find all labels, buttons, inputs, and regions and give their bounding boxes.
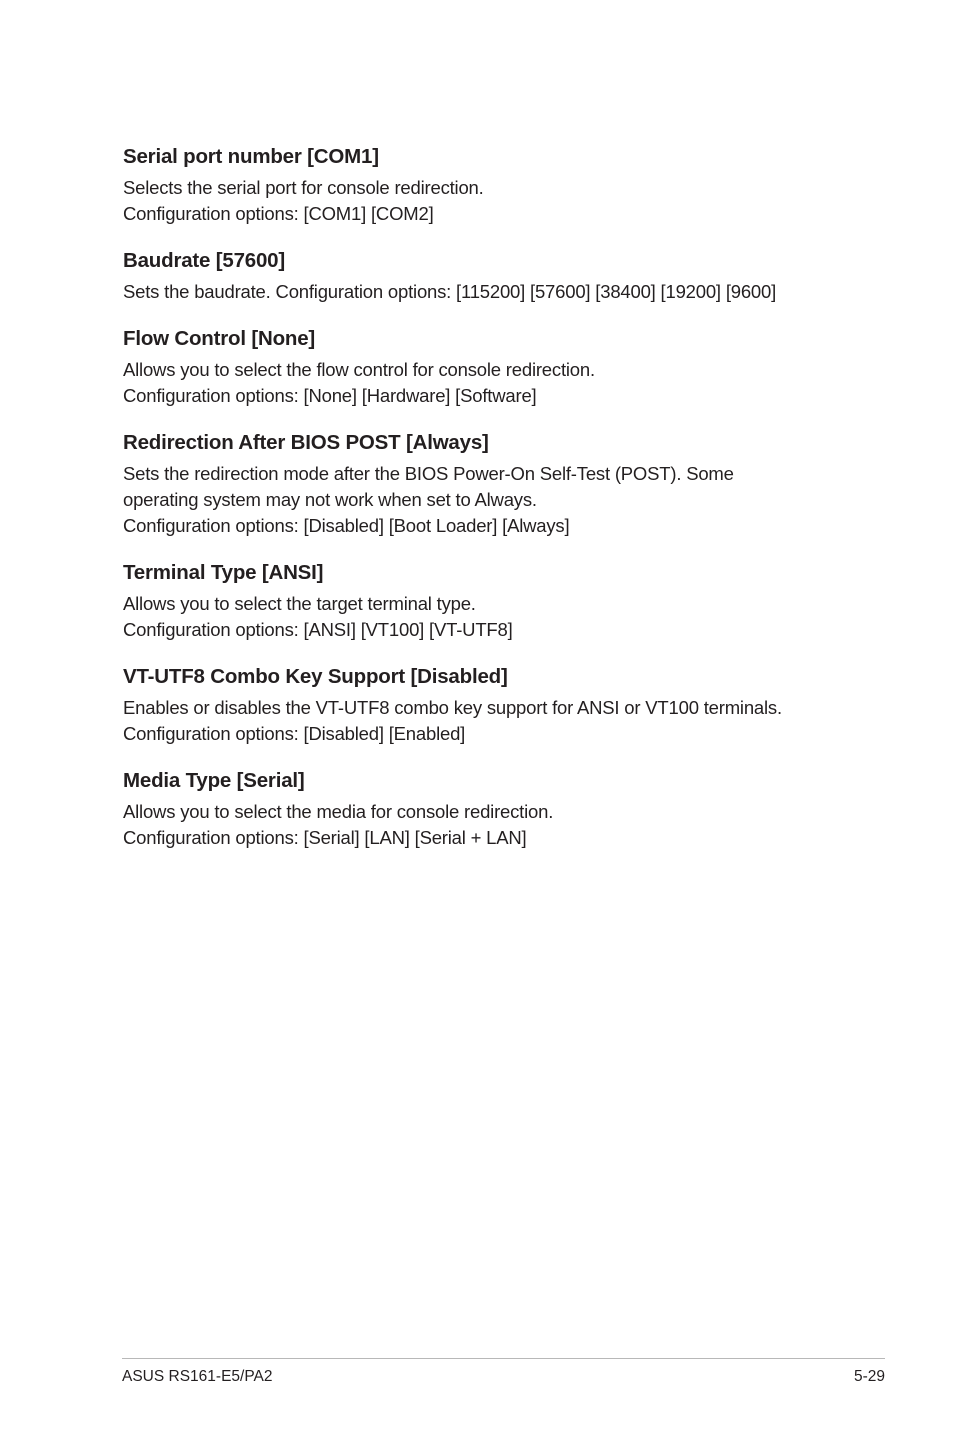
section-heading: Redirection After BIOS POST [Always] — [123, 431, 489, 454]
section-text: Allows you to select the media for console redirection. — [123, 801, 554, 822]
section-vt-utf8-combo-key-support — [123, 663, 863, 747]
section-text: Configuration options: [COM1] [COM2] — [123, 203, 434, 224]
section-heading: Media Type [Serial] — [123, 769, 305, 792]
section-heading: Terminal Type [ANSI] — [123, 561, 324, 584]
section-terminal-type — [123, 559, 863, 643]
section-heading: VT-UTF8 Combo Key Support [Disabled] — [123, 665, 508, 688]
footer-product-name: ASUS RS161-E5/PA2 — [122, 1368, 273, 1385]
section-text: Configuration options: [Serial] [LAN] [Serial + LAN] — [123, 827, 527, 848]
section-heading: Serial port number [COM1] — [123, 145, 379, 168]
section-text: Selects the serial port for console redirection. — [123, 177, 484, 198]
page-footer — [122, 1358, 885, 1385]
section-heading: Baudrate [57600] — [123, 249, 286, 272]
section-text: Configuration options: [Disabled] [Boot Loader] [Always] — [123, 515, 570, 536]
section-text: operating system may not work when set to Always. — [123, 489, 537, 510]
section-flow-control — [123, 325, 863, 409]
section-media-type — [123, 767, 863, 851]
section-text: Configuration options: [None] [Hardware] [Software] — [123, 385, 537, 406]
footer-page-number: 5-29 — [853, 1368, 885, 1385]
section-text: Configuration options: [Disabled] [Enabled] — [123, 723, 466, 744]
section-text: Allows you to select the target terminal type. — [123, 593, 476, 614]
section-text: Sets the baudrate. Configuration options: [115200] [57600] [38400] [19200] [9600] — [123, 281, 777, 302]
section-text: Configuration options: [ANSI] [VT100] [VT-UTF8] — [123, 619, 513, 640]
section-serial-port-number — [123, 143, 863, 227]
section-text: Allows you to select the flow control for console redirection. — [123, 359, 595, 380]
section-text: Enables or disables the VT-UTF8 combo key support for ANSI or VT100 terminals. — [123, 697, 782, 718]
section-redirection-after-bios-post — [123, 429, 863, 539]
section-baudrate — [123, 247, 863, 305]
section-text: Sets the redirection mode after the BIOS Power-On Self-Test (POST). Some — [123, 463, 734, 484]
section-heading: Flow Control [None] — [123, 327, 316, 350]
document-body — [123, 143, 863, 851]
